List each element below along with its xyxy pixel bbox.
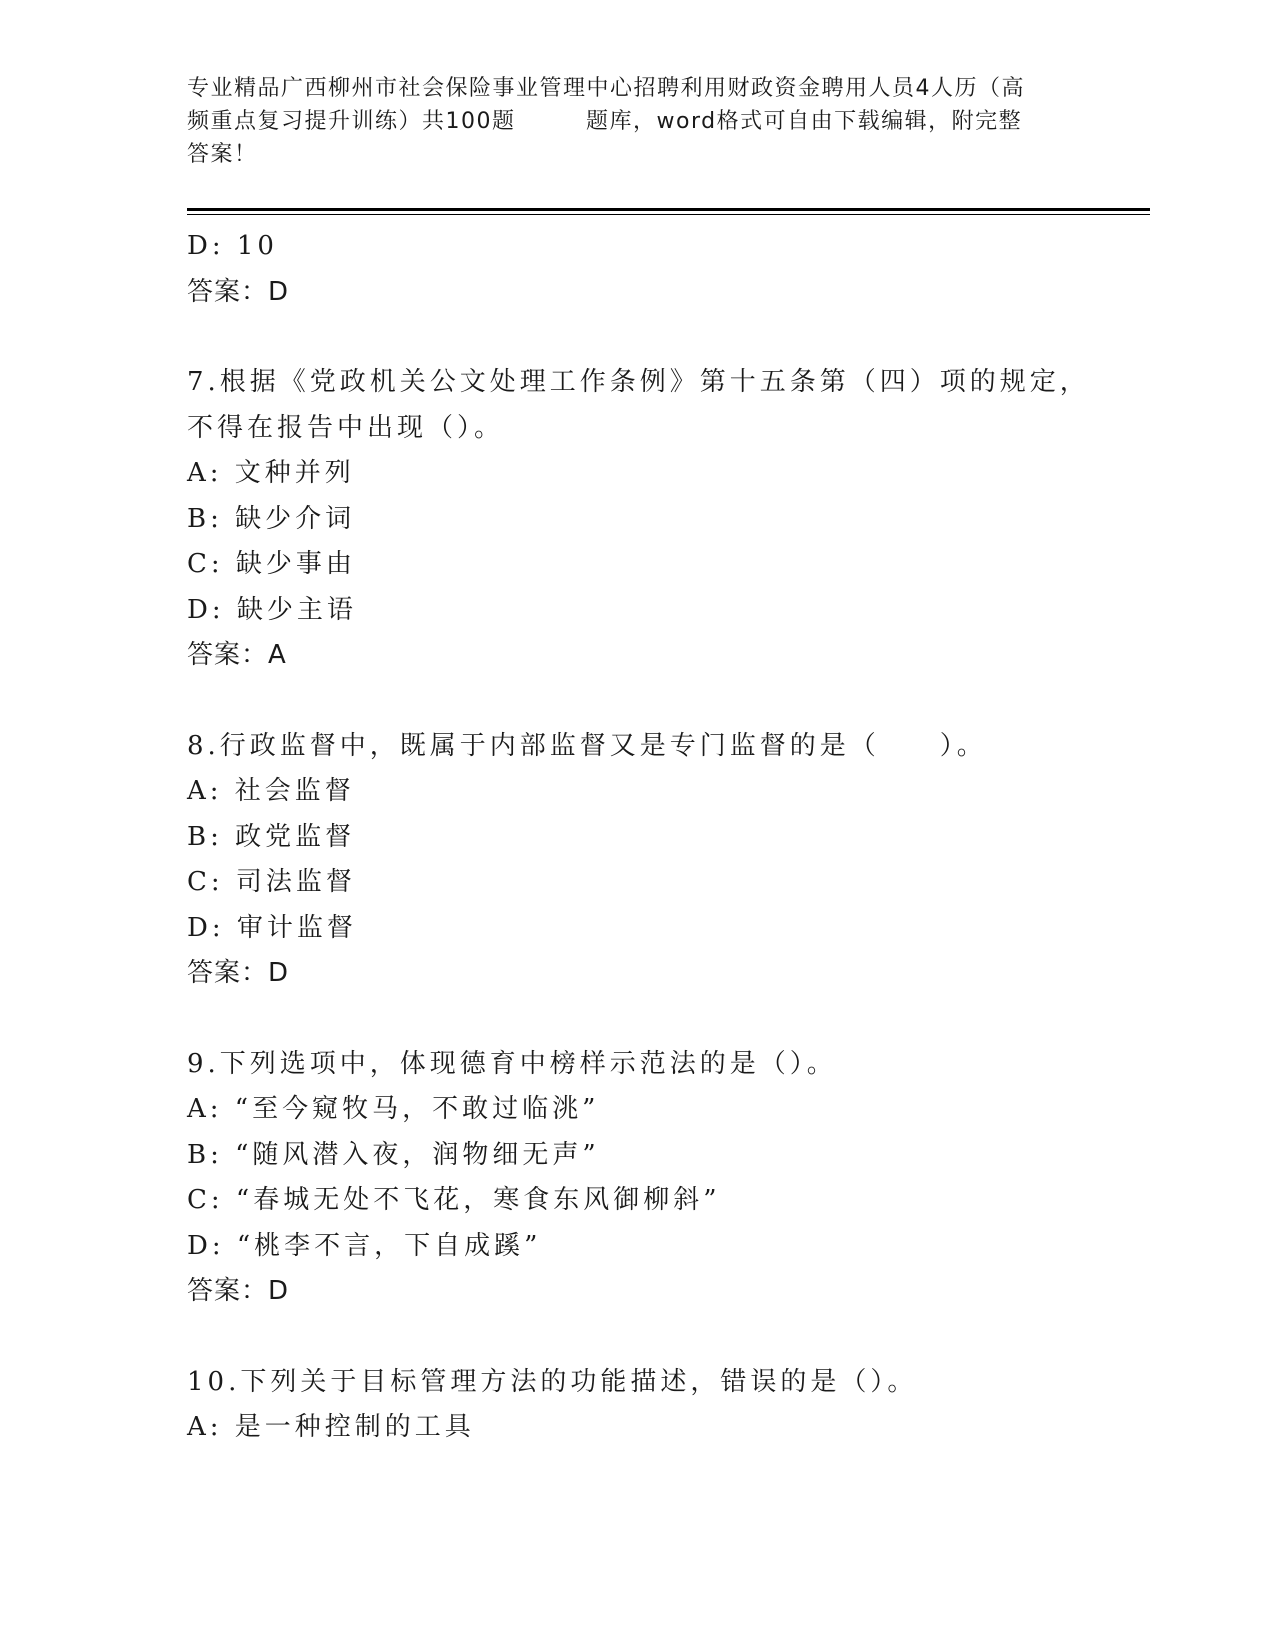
option-a: A: 是一种控制的工具 [187, 1412, 475, 1442]
option-b: B: “随风潜入夜，润物细无声” [187, 1139, 600, 1170]
question-stem: 8.行政监督中，既属于内部监督又是专门监督的是（ ）。 [187, 730, 987, 761]
question-content [187, 224, 1137, 1451]
question-9 [187, 1042, 1137, 1315]
option-c: C: 缺少事由 [187, 549, 356, 579]
question-stem: 10.下列关于目标管理方法的功能描述，错误的是（）。 [187, 1366, 918, 1397]
answer-line: 答案：A [187, 640, 287, 670]
answer-line: 答案：D [187, 276, 290, 307]
question-stem-continued: 不得在报告中出现（）。 [187, 412, 505, 443]
option-d: D: 10 [187, 231, 278, 261]
document-header: 专业精品广西柳州市社会保险事业管理中心招聘利用财政资金聘用人员4人历（高 频重点复习提升训练）共100题 题库，word格式可自由下载编辑，附完整 答案！ [187, 76, 1025, 167]
option-a: A: 社会监督 [187, 776, 355, 806]
option-d: D: 审计监督 [187, 912, 357, 943]
option-a: A: 文种并列 [187, 458, 355, 488]
question-7 [187, 360, 1137, 679]
answer-line: 答案：D [187, 958, 290, 988]
header-rule-thin [187, 214, 1150, 215]
option-d: D: 缺少主语 [187, 594, 357, 625]
option-c: C: “春城无处不飞花，寒食东风御柳斜” [187, 1185, 721, 1215]
option-b: B: 缺少介词 [187, 503, 356, 534]
question-stem: 7.根据《党政机关公文处理工作条例》第十五条第（四）项的规定， [187, 367, 1090, 397]
option-d: D: “桃李不言，下自成蹊” [187, 1230, 542, 1261]
option-b: B: 政党监督 [187, 821, 356, 852]
question-10 [187, 1360, 1137, 1451]
question-stem: 9.下列选项中，体现德育中榜样示范法的是（）。 [187, 1048, 837, 1079]
option-a: A: “至今窥牧马，不敢过临洮” [187, 1094, 600, 1124]
answer-line: 答案：D [187, 1276, 290, 1306]
question-6-tail [187, 224, 1137, 315]
option-c: C: 司法监督 [187, 867, 356, 897]
question-8 [187, 724, 1137, 997]
header-rule-thick [187, 208, 1150, 211]
